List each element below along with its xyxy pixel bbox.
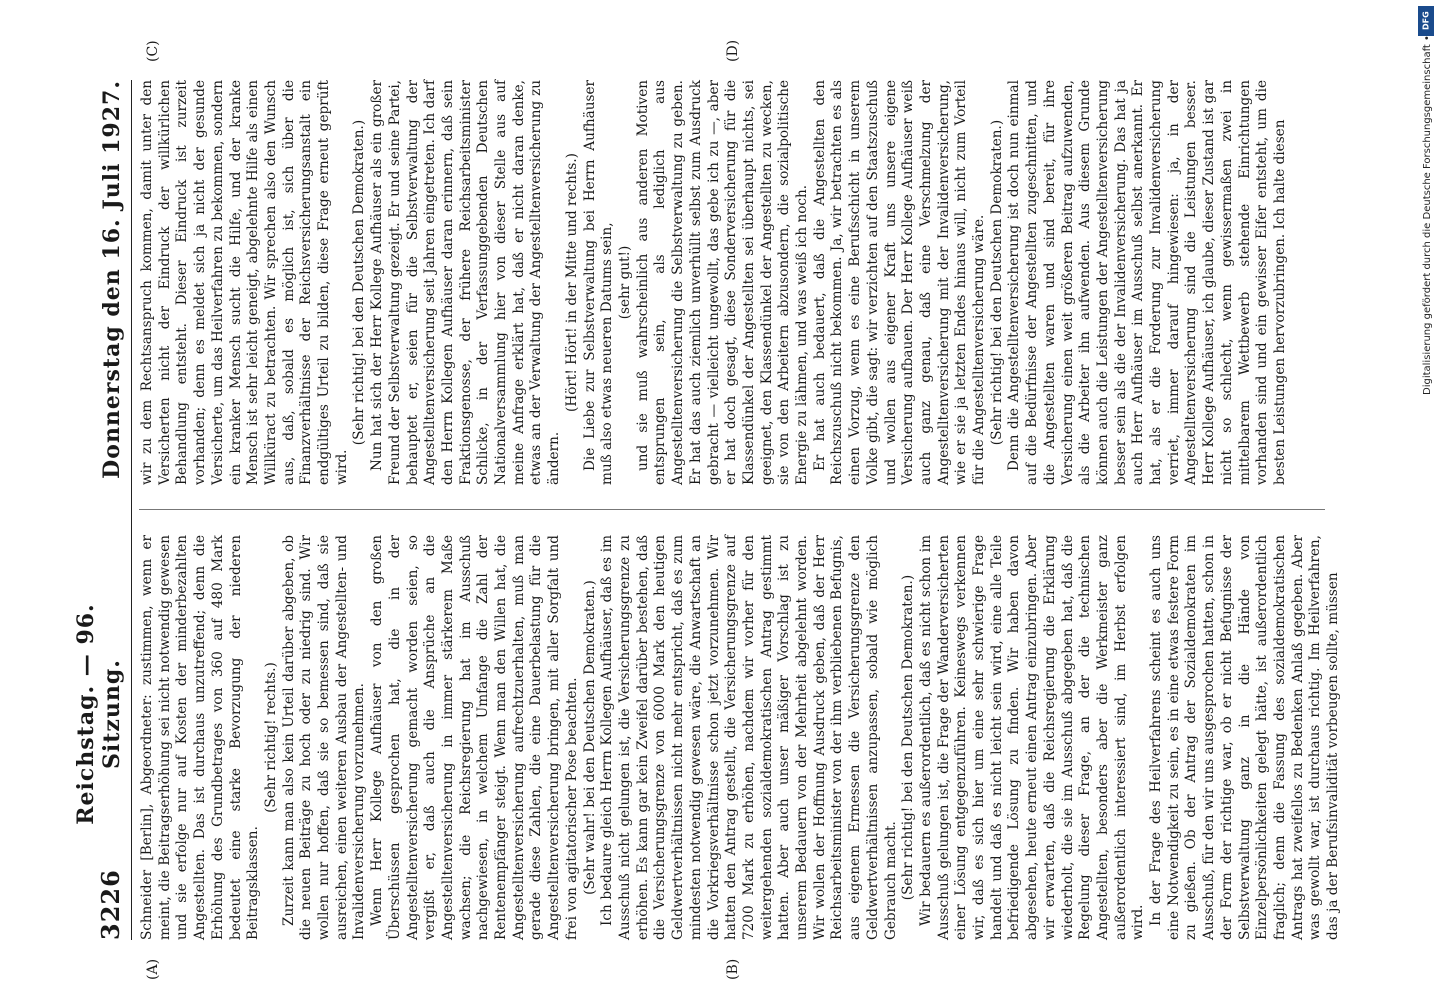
paragraph: In der Frage des Heilverfahrens scheint es auch uns eine Notwendigkeit zu sein, es in eine etwas festere Form zu gießen. Ob der Antrag der Sozialdemokraten im Ausschuß, für den wir uns ausgesprochen hatten, schon in der Form der richtige war, ob er nicht Befugnisse der Selbstverwaltung ganz in die Hände von Einzelpersönlichkeiten gelegt hätte, ist außerordentlich fraglich; denn die Fassung des sozialdemokratischen Antrags hat zweifellos zu Bedenken Anlaß gegeben. Aber was gewollt war, ist durchaus richtig. Im Heilverfahren, das ja der Berufsinvalidität vorbeugen sollte, müssen [1148,535,1342,940]
margin-marker-b: (B) [725,958,741,980]
margin-marker-a: (A) [145,958,161,980]
margin-marker-d: (D) [725,39,741,62]
paragraph: Ich bedaure gleich Herrn Kollegen Aufhäuser, daß es im Ausschuß nicht gelungen ist, die Versicherungsgrenze zu erhöhen. Es kann gar kein Zweifel darüber bestehen, daß die Versicherungsgrenze von 6000 Mark den heutigen Geldwertverhältnissen nicht mehr entspricht, daß es zum mindesten notwendig gewesen wäre, die Anwartschaft an die Vorkriegsverhältnisse schon jetzt vorzunehmen. Wir hatten den Antrag gestellt, die Versicherungsgrenze auf 7200 Mark zu erhöhen, nachdem wir vorher für den weitergehenden sozialdemokratischen Antrag gestimmt hatten. Aber auch unser mäßiger Vorschlag ist zu unserem Bedauern von der Mehrheit abgelehnt worden. Wir wollen der Hoffnung Ausdruck geben, daß der Herr Reichsarbeitsminister von der ihm verbliebenen Befugnis, aus eigenem Ermessen die Versicherungsgrenze den Geldwertverhältnissen anzupassen, sobald wie möglich Gebrauch macht. [599,535,899,940]
interjection: (Sehr richtig! bei den Deutschen Demokraten.) [351,119,368,446]
header-rule [131,80,132,940]
dfg-logo: DFG [1418,6,1434,36]
interjection: (Sehr wahr! bei den Deutschen Demokraten.) [581,580,598,895]
page-number: 3226 [96,869,125,940]
paragraph: Die Liebe zur Selbstverwaltung bei Herrn Aufhäuser muß also etwas neueren Datums sein, [581,80,616,485]
paragraph: Schneider [Berlin], Abgeordneter: zustimmen, wenn er meint, die Beitragserhöhung sei nicht notwendig gewesen und sie erfolge nur auf Kosten der minderbezahlten Angestellten. Das ist durchaus unzutreffend; denn die Erhöhung des Grundbetrages von 360 auf 480 Mark bedeutet eine starke Bevorzugung der niederen Beitragsklassen. [139,535,262,940]
paragraph: Zurzeit kann man also kein Urteil darüber abgeben, ob die neuen Beiträge zu hoch oder zu niedrig sind. Wir wollen nur hoffen, daß sie so bemessen sind, daß sie ausreichen, einen weiteren Ausbau der Angestellten- und Invalidenversicherung vorzunehmen. [280,535,368,940]
running-head [73,80,125,940]
left-column [139,535,1342,940]
interjection: (sehr gut!) [616,245,633,320]
paragraph: Nun hat sich der Herr Kollege Aufhäuser als ein großer Freund der Selbstverwaltung gezeigt. Er und seine Partei, behauptet er, seien für die Selbstverwaltung der Angestelltenversicherung seit Jahren eingetreten. Ich darf den Herrn Kollegen Aufhäuser daran erinnern, daß sein Fraktionsgenosse, der frühere Reichsarbeitsminister Schlicke, in der Verfassunggebenden Deutschen Nationalversammlung hier von dieser Stelle aus auf meine Anfrage erklärt hat, daß er nicht daran denke, etwas an der Verwaltung der Angestelltenversicherung zu ändern. [369,80,563,485]
paragraph: Wenn Herr Kollege Aufhäuser von den großen Überschüssen gesprochen hat, die in der Angestelltenversicherung gemacht worden seien, so vergißt er, daß auch die Ansprüche an die Angestelltenversicherung in immer stärkerem Maße wachsen; die Reichsregierung hat im Ausschuß nachgewiesen, in welchem Umfange die Zahl der Rentenempfänger steigt. Wenn man den Willen hat, die Angestelltenversicherung aufrechtzuerhalten, muß man gerade diese Zahlen, die eine Dauerbelastung für die Angestelltenversicherung bringen, mit aller Sorgfalt und frei von agitatorischer Pose beachten. [369,535,580,940]
session-date: Donnerstag den 16. Juli 1927. [99,80,125,479]
column-divider [139,509,1325,510]
digitization-credit [1420,10,1434,990]
session-title: Reichstag. — 96. Sitzung. [73,603,125,825]
right-column [139,80,1325,485]
interjection: (Sehr richtig! bei den Deutschen Demokraten.) [900,574,917,901]
paragraph: Er hat auch bedauert, daß die Angestellten den Reichszuschuß nicht bekommen. Ja, wir betrachten es als einen Vorzug, wenn es eine Berufsschicht in unserem Volke gibt, die sagt: wir verzichten auf den Staatszuschuß und wollen aus eigener Kraft uns unsere eigene Versicherung aufbauen. Der Herr Kollege Aufhäuser weiß auch ganz genau, daß eine Verschmelzung der Angestelltenversicherung mit der Invalidenversicherung, wie er sie ja letzten Endes hinaus will, nicht zum Vorteil für die Angestelltenversicherung wäre. [811,80,988,485]
page-content [73,39,1342,980]
paragraph: Denn die Angestelltenversicherung ist doch nun einmal auf die Bedürfnisse der Angestellten zugeschnitten, und die Angestellten waren und sind bereit, für ihre Versicherung einen weit größeren Beitrag aufzuwenden, als die Arbeiter ihn aufwenden. Aus diesem Grunde können auch die Leistungen der Angestelltenversicherung besser sein als die der Invalidenversicherung. Das hat ja auch Herr Aufhäuser im Ausschuß selbst anerkannt. Er hat, als er die Forderung zur Invalidenversicherung verriet, immer darauf hingewiesen: ja, in der Angestelltenversicherung sind die Leistungen besser. Herr Kollege Aufhäuser, ich glaube, dieser Zustand ist gar nicht so schlecht, wenn gewissermaßen zwei in mittelbarem Wettbewerb stehende Einrichtungen vorhanden sind und ein gewisser Eifer entsteht, um die besten Leistungen hervorzubringen. Ich halte diesen [1006,80,1288,485]
margin-marker-c: (C) [145,40,161,62]
credit-text: Digitalisierung gefördert durch die Deutsche Forschungsgemeinschaft • [1422,35,1433,395]
paragraph: wir zu dem Rechtsanspruch kommen, damit unter den Versicherten nicht der Eindruck der willkürlichen Behandlung entsteht. Dieser Eindruck ist zurzeit vorhanden; denn es meldet sich ja nicht der gesunde Versicherte, um das Heilverfahren zu bekommen, sondern ein kranker Mensch sucht die Hilfe, und der kranke Mensch ist sehr leicht geneigt, abgelehnte Hilfe als einen Willküract zu betrachten. Wir sprechen also den Wunsch aus, daß, sobald es möglich ist, sich über die Finanzverhältnisse der Reichsversicherungsanstalt ein endgültiges Urteil zu bilden, diese Frage erneut geprüft wird. [139,80,350,485]
interjection: (Sehr richtig! rechts.) [262,662,279,813]
interjection: (Sehr richtig! bei den Deutschen Demokraten.) [988,119,1005,446]
paragraph: Wir bedauern es außerordentlich, daß es nicht schon im Ausschuß gelungen ist, die Frage der Wanderversicherten einer Lösung entgegenzuführen. Keineswegs verkennen wir, daß es sich hier um eine sehr schwierige Frage handelt und daß es nicht leicht sein wird, eine alle Teile befriedigende Lösung zu finden. Wir haben davon abgesehen, heute erneut einen Antrag einzubringen. Aber wir erwarten, daß die Reichsregierung die Erklärung wiederholt, die sie im Ausschuß abgegeben hat, daß die Regelung dieser Frage, an der die technischen Angestellten, besonders aber die Werkmeister ganz außerordentlich interessiert sind, im Herbst erfolgen wird. [917,535,1147,940]
interjection: (Hört! Hört! in der Mitte und rechts.) [563,153,580,412]
paragraph: und sie muß wahrscheinlich aus anderen Motiven entsprungen sein, als lediglich aus Angestelltenversicherung die Selbstverwaltung zu geben. Er hat das auch ziemlich unverhüllt selbst zum Ausdruck gebracht — vielleicht ungewollt, das gebe ich zu —, aber er hat doch gesagt, diese Sonderversicherung für die Klassendünkel der Angestellten sei überhaupt nichts, sei geeignet, den Klassendünkel der Angestellten zu wecken, sie von den Arbeitern abzusondern, die sozialpolitische Energie zu lähmen, und was weiß ich noch. [634,80,811,485]
